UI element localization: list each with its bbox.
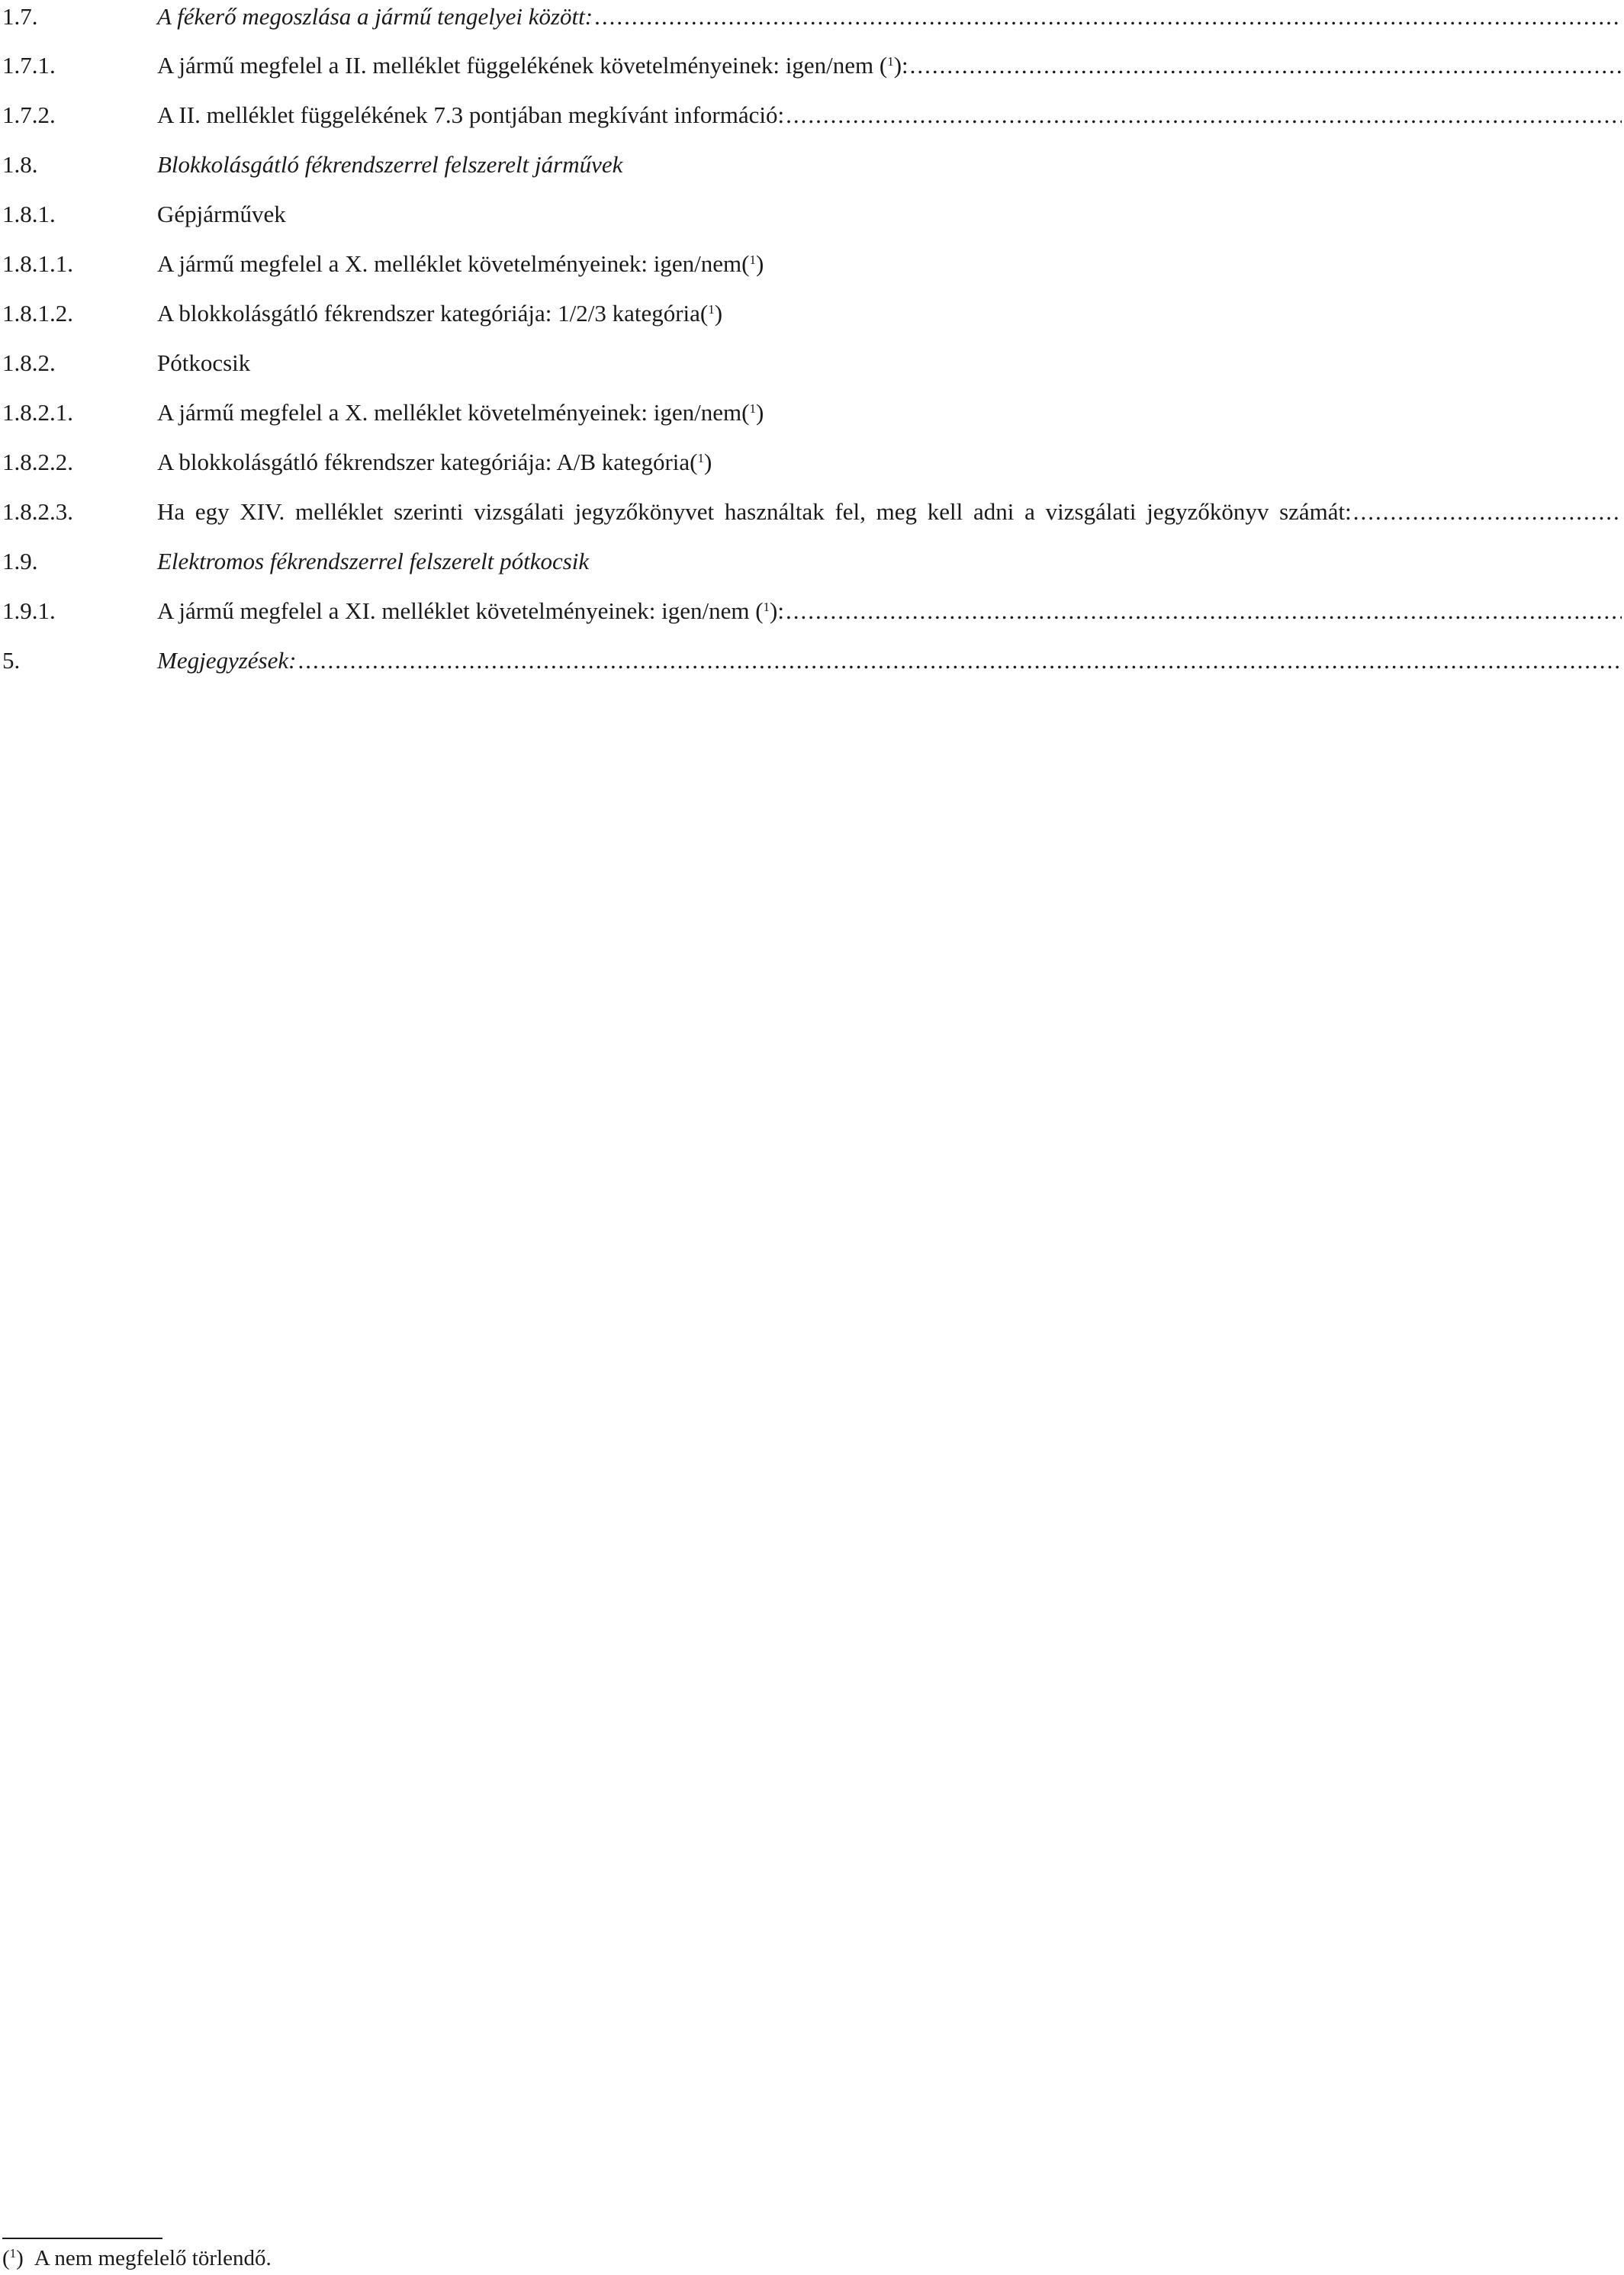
item-number: 1.8.2.2. <box>2 449 73 475</box>
list-item <box>0 191 1624 237</box>
list-item <box>0 0 1624 40</box>
item-number: 1.9.1. <box>2 597 56 624</box>
dot-leader <box>786 92 1622 138</box>
list-item <box>0 43 1624 88</box>
item-number: 1.7.1. <box>2 52 56 79</box>
item-text: A II. melléklet függelékének 7.3 pontjában megkívánt információ: <box>157 101 785 128</box>
item-text: A jármű megfelel a X. melléklet követelményeinek: igen/nem($^1$) <box>157 399 764 426</box>
item-number: 1.8.2.3. <box>2 498 73 525</box>
list-item <box>0 92 1624 138</box>
item-text: Ha egy XIV. melléklet szerinti vizsgálati jegyzőkönyvet használtak fel, meg kell adni a vizsgálati jegyzőkönyv számát: <box>157 498 1352 525</box>
list-item <box>0 539 1624 584</box>
dot-leader <box>297 638 1622 684</box>
item-number: 1.8.1.1. <box>2 250 73 277</box>
item-number: 1.8.2. <box>2 349 56 376</box>
item-number: 5. <box>2 647 21 674</box>
list-item <box>0 291 1624 336</box>
item-number: 1.8.2.1. <box>2 399 73 426</box>
item-text: A fékerő megoszlása a jármű tengelyei között: <box>157 3 593 30</box>
footnote-ref: 1 <box>697 451 704 465</box>
section-heading: Elektromos fékrendszerrel felszerelt pótkocsik <box>157 548 590 574</box>
dot-leader <box>786 588 1622 634</box>
item-text: A jármű megfelel a II. melléklet függelékének követelményeinek: igen/nem ($^1$): <box>157 52 908 79</box>
dot-leader <box>910 43 1622 88</box>
list-item <box>0 638 1624 684</box>
list-item <box>0 588 1624 634</box>
item-number: 1.8. <box>2 151 38 178</box>
item-text: A jármű megfelel a X. melléklet követelményeinek: igen/nem($^1$) <box>157 250 764 277</box>
footnote-ref: 1 <box>887 54 894 69</box>
footnote-ref: 1 <box>763 600 770 614</box>
dot-leader <box>1353 489 1622 535</box>
item-number: 1.8.1.2. <box>2 300 73 327</box>
footnote-text: A nem megfelelő törlendő. <box>34 2246 272 2270</box>
list-item <box>0 439 1624 485</box>
dot-leader <box>594 0 1622 40</box>
item-text: A blokkolásgátló fékrendszer kategóriája: 1/2/3 kategória($^1$) <box>157 300 723 327</box>
list-item <box>0 142 1624 188</box>
footnote <box>2 2244 272 2272</box>
footnote-ref: 1 <box>749 253 756 267</box>
item-number: 1.7. <box>2 3 38 30</box>
list-item <box>0 390 1624 436</box>
footnote-mark: ($^1$) <box>2 2246 24 2270</box>
item-text: A blokkolásgátló fékrendszer kategóriája: A/B kategória($^1$) <box>157 449 712 475</box>
section-heading: Blokkolásgátló fékrendszerrel felszerelt járművek <box>157 151 623 178</box>
item-number: 1.9. <box>2 548 38 574</box>
list-item <box>0 241 1624 287</box>
item-number: 1.7.2. <box>2 101 56 128</box>
item-text: Megjegyzések: <box>157 647 297 674</box>
item-text: Gépjárművek <box>157 201 286 227</box>
item-text: A jármű megfelel a XI. melléklet követelményeinek: igen/nem ($^1$): <box>157 597 784 624</box>
list-item <box>0 489 1624 535</box>
footnote-ref: 1 <box>708 302 715 317</box>
list-item <box>0 340 1624 386</box>
footnote-separator <box>2 2238 162 2239</box>
footnote-ref: 1 <box>749 401 756 416</box>
item-number: 1.8.1. <box>2 201 56 227</box>
item-text: Pótkocsik <box>157 349 251 376</box>
